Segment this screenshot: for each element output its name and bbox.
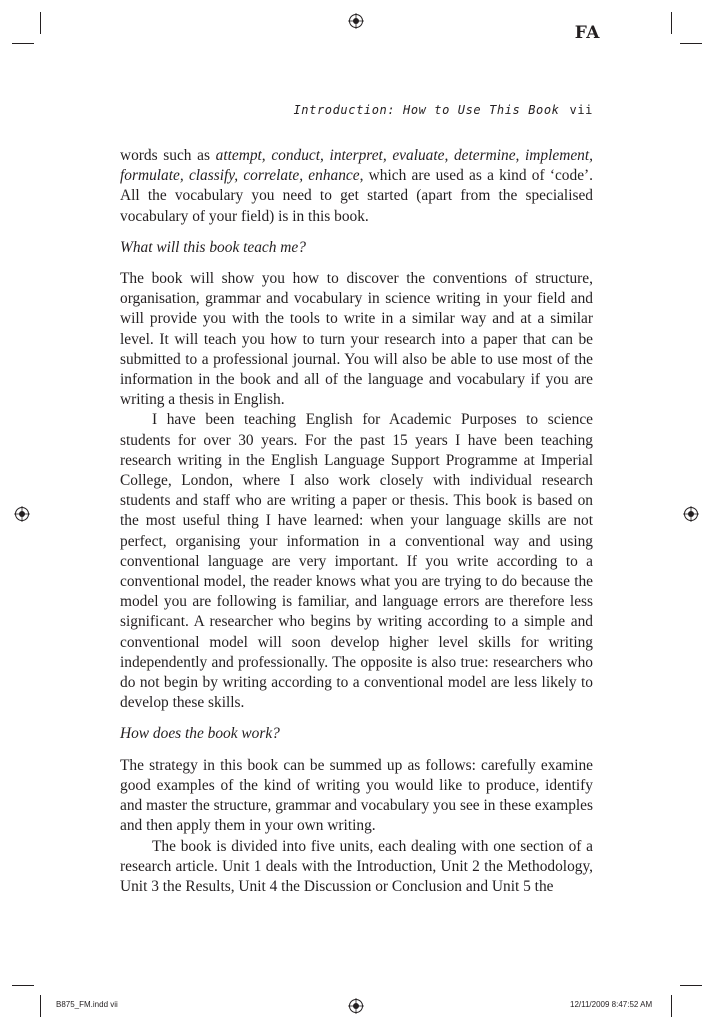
crop-mark-top-right-vertical: [671, 12, 672, 34]
paragraph-strategy: The strategy in this book can be summed up as follows: carefully examine good examples of the kind of writing you would like to produce, identify and master the structure, grammar and vocabulary you see in these examples and then apply them in your own writing.: [120, 756, 593, 835]
italic-vocabulary-list: attempt, conduct, interpret, evaluate, determine, implement, formulate, classify, correlate, enhance: [120, 147, 593, 185]
registration-mark-icon: [14, 506, 30, 522]
running-head: [120, 103, 593, 117]
registration-mark-icon: [683, 506, 699, 522]
crop-mark-bottom-left-horizontal: [12, 985, 34, 986]
registration-mark-icon: [348, 13, 364, 29]
paragraph-units: The book is divided into five units, each dealing with one section of a research article. Unit 1 deals with the Introduction, Unit 2 the Methodology, Unit 3 the Results, Unit 4 the Discussion or Conclusion and Unit 5 the: [120, 837, 593, 895]
paragraph-vocabulary: [120, 146, 593, 227]
paragraph-author-experience: I have been teaching English for Academic Purposes to science students for over 30 years. For the past 15 years I have been teaching research writing in the English Language Support Programme at Imperial College, London, where I also work closely with individual research students and staff who are writing a paper or thesis. This book is based on the most useful thing I have learned: when your language skills are not perfect, organising your information in a conventional way and using conventional language are very important. If you write according to a conventional model, the reader knows what you are trying to do because the model you are following is familiar, and language errors are therefore less significant. A researcher who begins by writing according to a simple and conventional model will soon develop higher level skills for writing independently and professionally. The opposite is also true: researchers who do not begin by writing according to a conventional model are less likely to develop these skills.: [120, 411, 593, 712]
paragraph-text: words such as: [120, 147, 216, 164]
footer-file-label: B875_FM.indd vii: [56, 1000, 118, 1009]
paragraph-book-purpose: The book will show you how to discover the conventions of structure, organisation, grammar and vocabulary in science writing in your field and will provide you with the tools to write in a similar way and at a similar level. It will teach you how to turn your research into a paper that can be submitted to a professional journal. You will also be able to use most of the information in the book and all of the language and vocabulary if you are writing a thesis in English.: [120, 270, 593, 409]
crop-mark-top-left-vertical: [40, 12, 41, 34]
registration-mark-icon: [348, 998, 364, 1014]
paragraph-text: , which are used as a kind of ‘code’. All the vocabulary you need to get started (apart from the specialised vocabulary of your field) is in this book.: [120, 167, 593, 225]
fa-mark: FA: [574, 23, 600, 43]
page-number: vii: [569, 103, 593, 117]
section-heading-how-does-book-work: How does the book work?: [120, 725, 280, 743]
crop-mark-top-right-horizontal: [680, 43, 702, 44]
crop-mark-bottom-left-vertical: [40, 995, 41, 1017]
crop-mark-bottom-right-horizontal: [680, 985, 702, 986]
running-title: Introduction: How to Use This Book: [293, 103, 560, 117]
page-body: [120, 146, 593, 897]
section-heading-what-will-this-book-teach: What will this book teach me?: [120, 238, 306, 256]
crop-mark-top-left-horizontal: [12, 43, 34, 44]
footer-timestamp: 12/11/2009 8:47:52 AM: [570, 1000, 653, 1009]
crop-mark-bottom-right-vertical: [671, 995, 672, 1017]
